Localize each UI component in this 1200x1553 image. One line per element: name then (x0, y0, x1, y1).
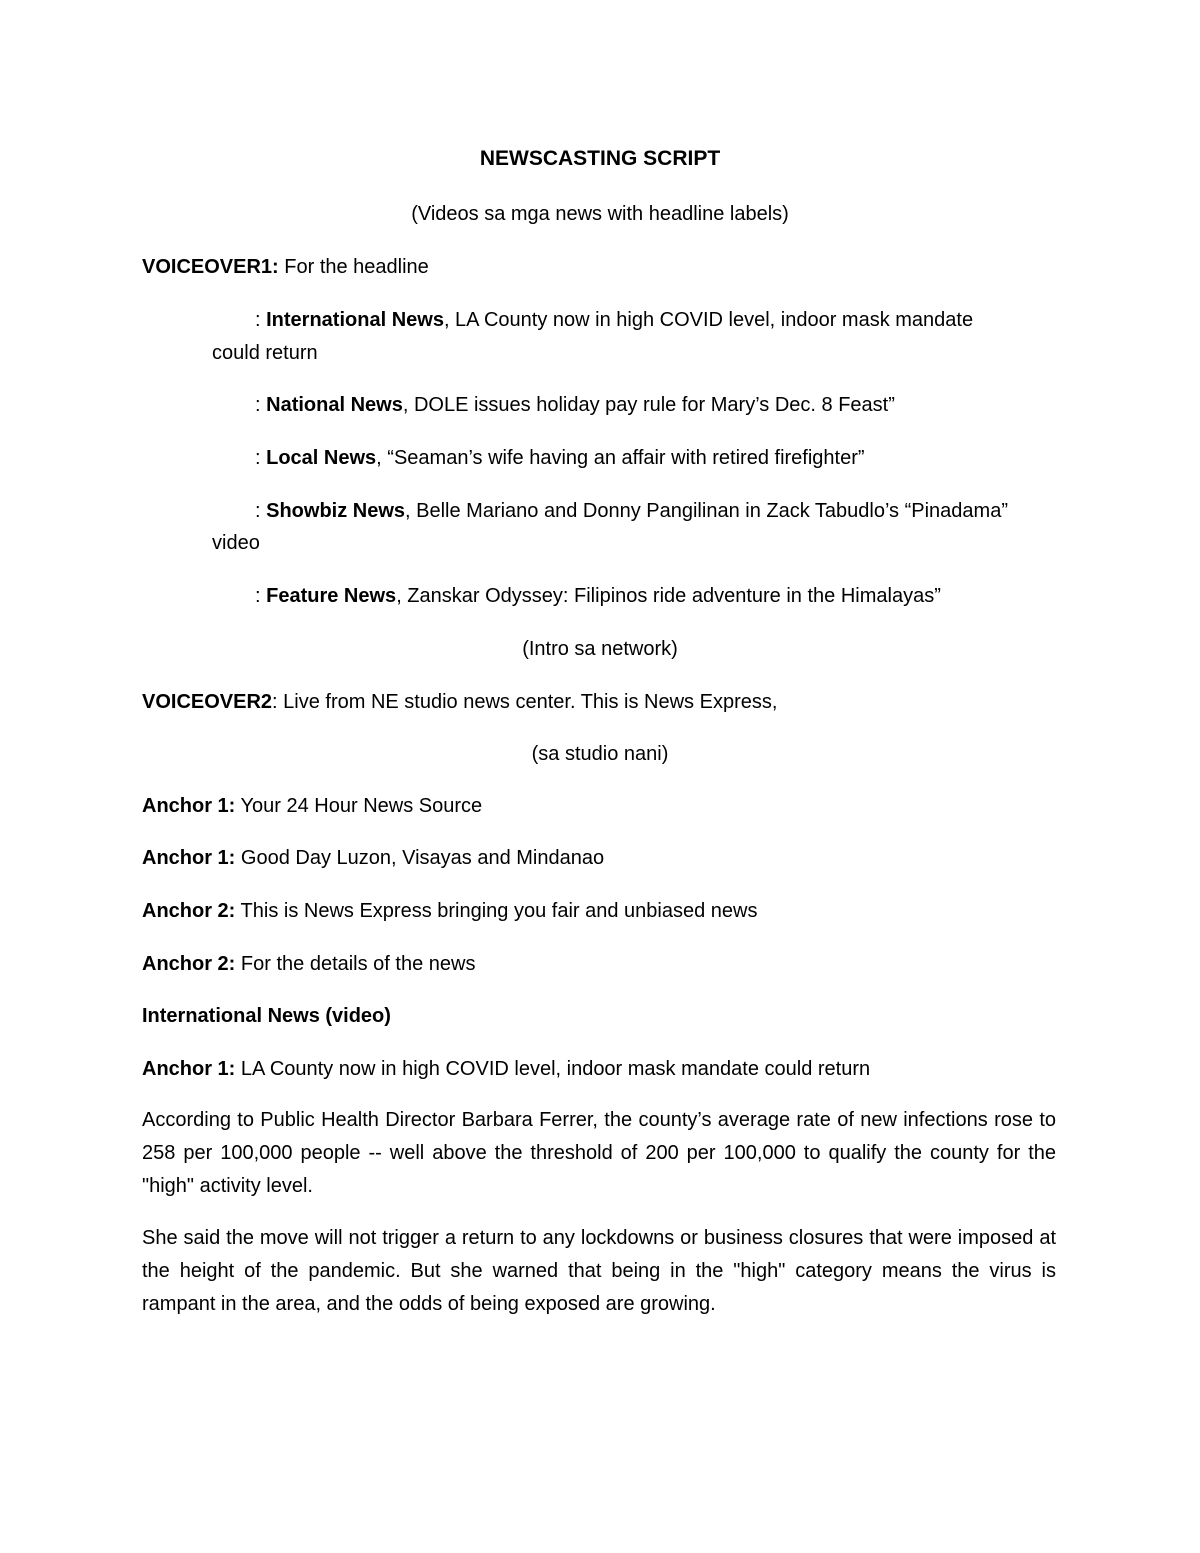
headline-prefix: : (255, 447, 267, 469)
body-paragraph: She said the move will not trigger a return to any lockdowns or business closures that were imposed at the height of the pandemic. But she warned that being in the "high" category means the virus is rampant in the area, and the odds of being exposed are growing. (142, 1227, 1056, 1315)
headline-feature (255, 584, 941, 608)
headline-national (255, 393, 895, 417)
headline-prefix: : (255, 585, 267, 607)
anchor-line (142, 846, 604, 870)
headline-local (255, 446, 865, 470)
headline-label: International News (266, 309, 444, 331)
headline-text: , LA County now in high COVID level, indoor mask mandate (443, 309, 974, 331)
studio-note: (sa studio nani) (531, 743, 669, 765)
anchor-line (142, 952, 475, 976)
anchor-label: Anchor 1: (142, 1058, 236, 1080)
headline-showbiz (255, 499, 1008, 523)
anchor-text: For the details of the news (235, 953, 476, 975)
headline-label: Feature News (266, 585, 397, 607)
story-anchor-line (142, 1057, 870, 1081)
anchor-label: Anchor 2: (142, 953, 236, 975)
document-title: NEWSCASTING SCRIPT (479, 147, 721, 170)
headline-prefix: : (255, 309, 267, 331)
body-paragraph: According to Public Health Director Barbara Ferrer, the county’s average rate of new infections rose to 258 per 100,000 people -- well above the threshold of 200 per 100,000 to qualify the county for the "high" activity level. (142, 1109, 1056, 1197)
headline-prefix: : (255, 500, 267, 522)
headline-label: Local News (266, 447, 377, 469)
headline-label: Showbiz News (266, 500, 406, 522)
voiceover1-label: VOICEOVER1: (142, 256, 279, 278)
headline-text: , Zanskar Odyssey: Filipinos ride adventure in the Himalayas” (396, 585, 941, 607)
voiceover2-label: VOICEOVER2 (142, 691, 273, 713)
headline-label: National News (266, 394, 403, 416)
headline-international-continuation: could return (212, 342, 318, 364)
section-heading-text: International News (video) (142, 1005, 391, 1027)
voiceover2-text: : Live from NE studio news center. This is News Express, (272, 691, 778, 713)
headline-showbiz-continuation: video (212, 532, 260, 554)
intro-note: (Intro sa network) (522, 638, 678, 660)
subtitle-note: (Videos sa mga news with headline labels) (411, 203, 789, 225)
anchor-line (142, 899, 757, 923)
headline-international (255, 308, 973, 332)
headline-text: , DOLE issues holiday pay rule for Mary’s Dec. 8 Feast” (402, 394, 895, 416)
anchor-line (142, 794, 482, 818)
voiceover2-line (142, 690, 777, 714)
anchor-label: Anchor 1: (142, 847, 236, 869)
anchor-text: Good Day Luzon, Visayas and Mindanao (235, 847, 605, 869)
headline-text: , “Seaman’s wife having an affair with retired firefighter” (376, 447, 865, 469)
anchor-label: Anchor 1: (142, 795, 236, 817)
voiceover1-line (142, 255, 429, 279)
headline-prefix: : (255, 394, 267, 416)
anchor-label: Anchor 2: (142, 900, 236, 922)
voiceover1-text: For the headline (278, 256, 429, 278)
section-heading (142, 1004, 391, 1028)
anchor-text: LA County now in high COVID level, indoor mask mandate could return (235, 1058, 871, 1080)
headline-text: , Belle Mariano and Donny Pangilinan in Zack Tabudlo’s “Pinadama” (405, 500, 1008, 522)
anchor-text: This is News Express bringing you fair and unbiased news (235, 900, 758, 922)
anchor-text: Your 24 Hour News Source (235, 795, 483, 817)
